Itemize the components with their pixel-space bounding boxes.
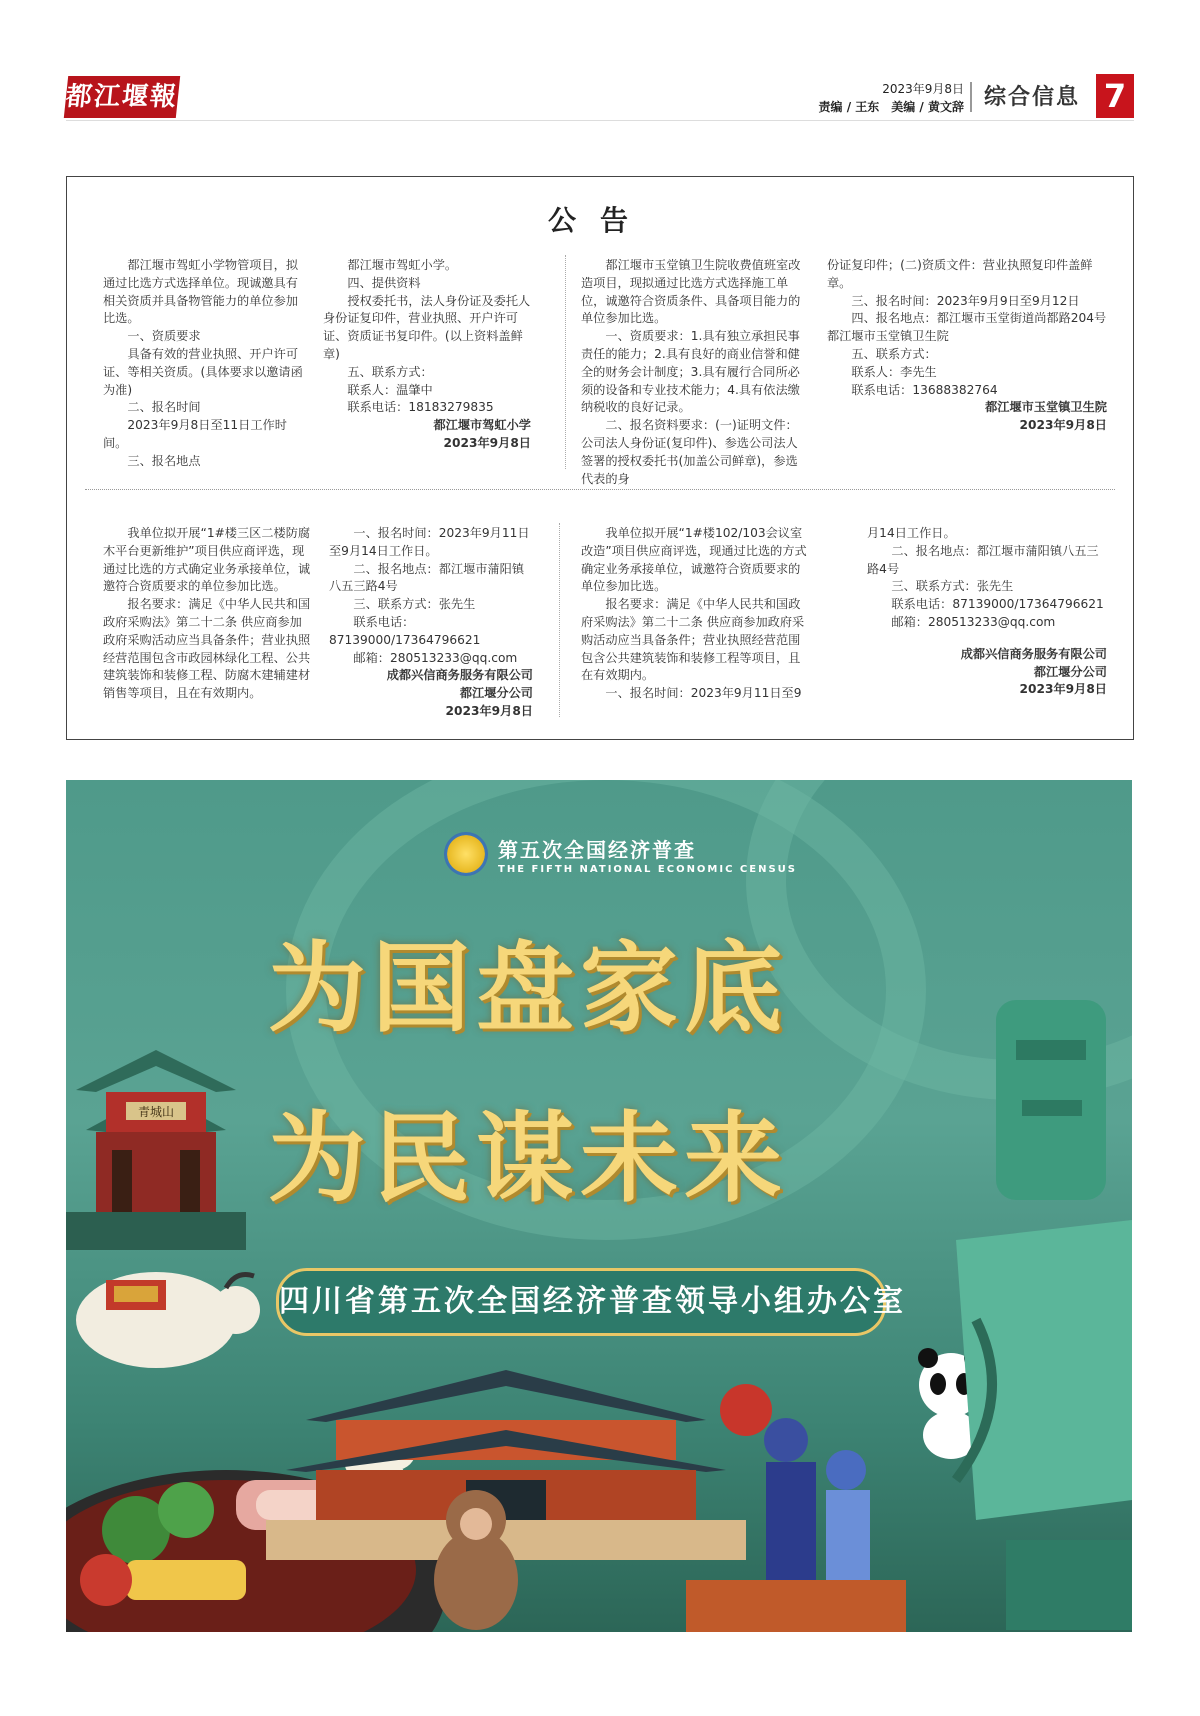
paragraph: 四、报名地点：都江堰市玉堂街道尚都路204号都江堰市玉堂镇卫生院 [827, 311, 1107, 344]
pavilion-plaque-text: 青城山 [137, 1105, 175, 1119]
paragraph: 都江堰市驾虹小学物管项目，拟通过比选方式选择单位。现诚邀具有相关资质并具备物管能力的单位参加比选。 [103, 258, 299, 326]
census-name-en: THE FIFTH NATIONAL ECONOMIC CENSUS [498, 864, 797, 875]
notice-column-8 [867, 525, 1107, 699]
notice-column-7 [581, 525, 809, 703]
paragraph: 一、资质要求：1.具有独立承担民事责任的能力；2.具有良好的商业信誉和健全的财务会计制度；3.具有履行合同所必须的设备和专业技术能力；4.具有依法缴纳税收的良好记录。 [581, 329, 800, 415]
paragraph: 报名要求：满足《中华人民共和国政府采购法》第二十二条 供应商参加政府采购活动应当具备条件；营业执照经营范围包含市政园林绿化工程、公共建筑装饰和装修工程、防腐木建辅建材销售等项目，且在有效期内。 [103, 597, 311, 701]
census-name-cn: 第五次全国经济普查 [498, 838, 696, 862]
paragraph: 联系电话：13688382764 [851, 382, 998, 397]
slogan-line-2: 为民谋未来 [268, 1101, 789, 1216]
census-poster [66, 780, 1132, 1632]
paragraph: 具备有效的营业执照、开户许可证、等相关资质。(具体要求以邀请函为准) [103, 346, 303, 397]
monkey-illustration [406, 1460, 546, 1632]
signature-branch: 都江堰分公司 [1033, 664, 1107, 679]
paragraph: 邮箱：280513233@qq.com [353, 650, 518, 665]
signature-org: 成都兴信商务服务有限公司 [386, 668, 533, 683]
signature-date: 2023年9月8日 [445, 703, 533, 718]
section-title: 综合信息 [983, 85, 1080, 110]
paragraph: 邮箱：280513233@qq.com [891, 614, 1056, 629]
paragraph: 二、报名时间 [127, 400, 201, 415]
notice-box [66, 176, 1134, 740]
column-divider [565, 255, 566, 469]
notice-column-5 [103, 525, 311, 703]
row-divider [85, 489, 1115, 490]
notice-column-2 [323, 257, 531, 453]
paragraph: 我单位拟开展“1#楼三区二楼防腐木平台更新维护”项目供应商评选，现通过比选的方式确定业务承接单位，诚邀符合资质要求的单位参加比选。 [103, 526, 311, 594]
signature-branch: 都江堰分公司 [459, 686, 533, 701]
paragraph: 三、联系方式：张先生 [353, 597, 476, 612]
paragraph: 2023年9月8日至11日工作时间。 [103, 418, 287, 450]
notice-column-4 [827, 257, 1107, 435]
paragraph: 授权委托书，法人身份证及委托人身份证复印件，营业执照、开户许可证、资质证书复印件。(以上资料盖鲜章) [323, 293, 531, 361]
office-banner [276, 1268, 906, 1336]
paragraph: 四、提供资料 [347, 275, 421, 290]
paragraph: 一、报名时间：2023年9月11日至9月14日工作日。 [329, 526, 530, 558]
signature-org: 成都兴信商务服务有限公司 [960, 646, 1107, 661]
paragraph: 二、报名地点：都江堰市蒲阳镇八五三路4号 [329, 561, 525, 594]
paragraph: 五、联系方式： [851, 346, 937, 361]
paragraph: 三、报名时间：2023年9月9日至9月12日 [851, 293, 1080, 308]
signature-date: 2023年9月8日 [1019, 682, 1107, 697]
notice-column-6 [329, 525, 533, 721]
paragraph: 报名要求：满足《中华人民共和国政府采购法》第二十二条 供应商参加政府采购活动应当具备条件；营业执照经营范围包含公共建筑装饰和装修工程等项目，且在有效期内。 [581, 597, 805, 683]
slogan-line-1: 为国盘家底 [268, 931, 789, 1046]
paragraph: 联系电话：87139000/17364796621 [329, 614, 481, 647]
pavilion-illustration [66, 1030, 246, 1250]
paragraph: 都江堰市玉堂镇卫生院收费值班室改造项目，现拟通过比选方式选择施工单位，诚邀符合资质条件、具备项目能力的单位参加比选。 [581, 258, 801, 326]
paragraph: 我单位拟开展“1#楼102/103会议室改造”项目供应商评选，现通过比选的方式确定业务承接单位，诚邀符合资质要求的单位参加比选。 [581, 526, 807, 594]
paragraph: 二、报名资料要求：(一)证明文件：公司法人身份证(复印件)、参选公司法人签署的授权委托书(加盖公司鲜章)，参选代表的身 [581, 418, 798, 486]
signature-org: 都江堰市玉堂镇卫生院 [985, 400, 1107, 415]
notice-column-1 [103, 257, 309, 471]
census-logo-icon [444, 832, 488, 876]
paragraph: 份证复印件；(二)资质文件：营业执照复印件盖鲜章。 [827, 258, 1093, 290]
signature-date: 2023年9月8日 [443, 435, 531, 450]
paragraph: 联系电话：18183279835 [347, 400, 494, 415]
paragraph: 都江堰市驾虹小学。 [347, 258, 458, 272]
signature-org: 都江堰市驾虹小学 [433, 418, 531, 433]
newspaper-logo[interactable]: 都江堰報 [64, 76, 180, 118]
office-name: 四川省第五次全国经济普查领导小组办公室 [279, 1284, 906, 1319]
paragraph: 三、联系方式：张先生 [891, 579, 1014, 594]
paragraph: 三、报名地点 [127, 453, 201, 468]
paragraph: 联系电话：87139000/17364796621 [891, 597, 1104, 612]
notice-title: 公告 [547, 204, 652, 237]
paragraph: 月14日工作日。 [867, 526, 956, 540]
masthead [66, 72, 1134, 124]
page-number: 7 [1096, 74, 1134, 118]
column-divider [559, 523, 560, 717]
sanxingdui-bronze-illustration [936, 980, 1132, 1630]
paragraph: 二、报名地点：都江堰市蒲阳镇八五三路4号 [867, 543, 1099, 576]
notice-column-3 [581, 257, 809, 488]
editors-line: 责编 / 王东 美编 / 黄文辞 [818, 100, 964, 114]
sichuan-opera-illustration [686, 1380, 906, 1632]
paragraph: 一、报名时间：2023年9月11日至9 [605, 686, 802, 701]
signature-date: 2023年9月8日 [1019, 418, 1107, 433]
paragraph: 一、资质要求 [127, 329, 201, 344]
paragraph: 联系人：李先生 [851, 364, 937, 379]
paragraph: 五、联系方式： [347, 364, 433, 379]
masthead-rule [66, 120, 1134, 121]
paragraph: 联系人：温肇中 [347, 382, 433, 397]
issue-date: 2023年9月8日 [882, 82, 964, 96]
masthead-divider [970, 82, 972, 112]
